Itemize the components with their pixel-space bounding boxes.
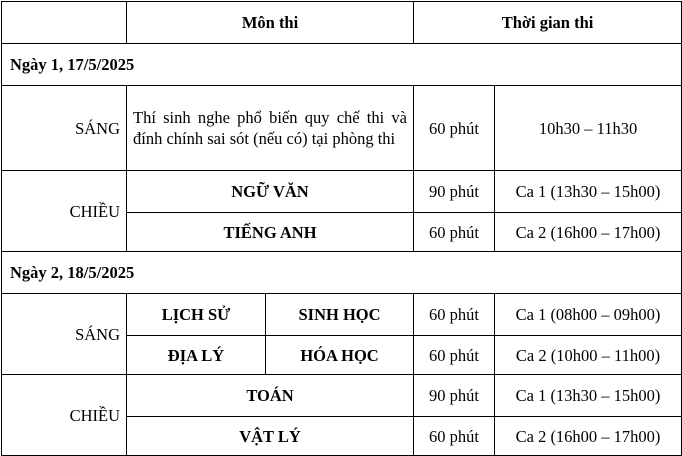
header-row [2,2,682,44]
day2-afternoon-time-1: Ca 1 (13h30 – 15h00) [495,375,682,417]
day1-morning-row [2,86,682,171]
day2-morning-time-2: Ca 2 (10h00 – 11h00) [495,336,682,375]
day2-subject-1a: LỊCH SỬ [127,294,266,336]
day2-subject-4: VẬT LÝ [127,417,414,456]
day2-morning-duration-2: 60 phút [414,336,495,375]
day1-label: Ngày 1, 17/5/2025 [2,44,682,86]
day2-afternoon-duration-2: 60 phút [414,417,495,456]
day2-afternoon-time-2: Ca 2 (16h00 – 17h00) [495,417,682,456]
header-time: Thời gian thi [414,2,682,44]
day2-morning-time-1: Ca 1 (08h00 – 09h00) [495,294,682,336]
day1-subject-2: TIẾNG ANH [127,213,414,252]
day2-morning-session: SÁNG [2,294,127,375]
day2-row [2,252,682,294]
day2-label: Ngày 2, 18/5/2025 [2,252,682,294]
day1-afternoon-session: CHIỀU [2,171,127,252]
header-subject: Môn thi [127,2,414,44]
day1-morning-description: Thí sinh nghe phổ biến quy chế thi và đính chính sai sót (nếu có) tại phòng thi [127,86,414,171]
day1-duration-2: 60 phút [414,213,495,252]
day2-morning-duration-1: 60 phút [414,294,495,336]
exam-schedule-table [1,1,682,456]
day2-subject-3: TOÁN [127,375,414,417]
day2-afternoon-row-1 [2,375,682,417]
day1-morning-duration: 60 phút [414,86,495,171]
header-empty-cell [2,2,127,44]
day1-duration-1: 90 phút [414,171,495,213]
day1-time-1: Ca 1 (13h30 – 15h00) [495,171,682,213]
day1-row [2,44,682,86]
day1-time-2: Ca 2 (16h00 – 17h00) [495,213,682,252]
day1-afternoon-row-1 [2,171,682,213]
day2-afternoon-duration-1: 90 phút [414,375,495,417]
day1-morning-session: SÁNG [2,86,127,171]
day2-morning-row-1 [2,294,682,336]
day2-subject-2a: ĐỊA LÝ [127,336,266,375]
day1-morning-time: 10h30 – 11h30 [495,86,682,171]
day2-afternoon-session: CHIỀU [2,375,127,456]
day2-subject-2b: HÓA HỌC [266,336,414,375]
day2-subject-1b: SINH HỌC [266,294,414,336]
day1-subject-1: NGỮ VĂN [127,171,414,213]
